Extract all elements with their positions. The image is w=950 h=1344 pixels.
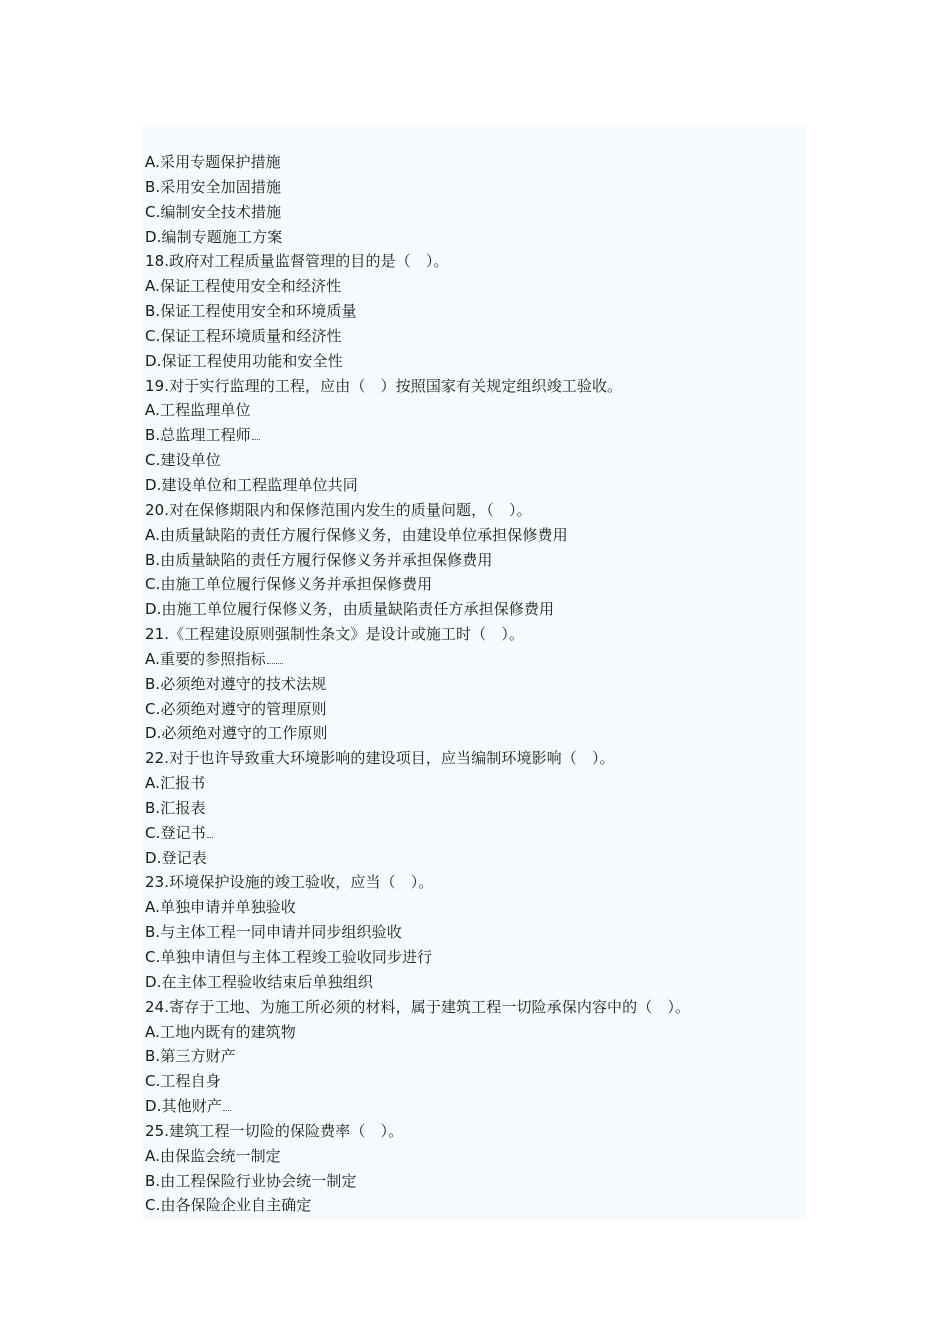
option-c: C.必须绝对遵守的管理原则 — [145, 699, 327, 718]
underline-mark — [223, 1109, 231, 1111]
option-b: B.由工程保险行业协会统一制定 — [145, 1171, 357, 1190]
question-20: 20.对在保修期限内和保修范围内发生的质量问题，（ ）。 — [145, 500, 532, 519]
option-a: A.采用专题保护措施 — [145, 153, 281, 171]
question-19: 19.对于实行监理的工程，应由（ ）按照国家有关规定组织竣工验收。 — [145, 376, 623, 395]
option-c: C.登记书 — [145, 821, 805, 846]
question-22: 22.对于也许导致重大环境影响的建设项目，应当编制环境影响（ ）。 — [145, 749, 615, 768]
option-c: C.建设单位 — [145, 451, 221, 470]
option-c: C.编制安全技术措施 — [145, 202, 282, 221]
underline-mark — [267, 662, 283, 664]
option-d: D.必须绝对遵守的工作原则 — [145, 724, 328, 743]
option-a: A.工地内既有的建筑物 — [145, 1022, 296, 1041]
option-a: A.重要的参照指标 — [145, 647, 805, 672]
option-c: C.保证工程环境质量和经济性 — [145, 326, 342, 345]
option-a: A.保证工程使用安全和经济性 — [145, 277, 342, 296]
option-c: C.工程自身 — [145, 1072, 221, 1091]
question-21: 21.《工程建设原则强制性条文》是设计或施工时（ ）。 — [145, 625, 525, 644]
option-b: B.第三方财产 — [145, 1047, 236, 1066]
option-d: D.由施工单位履行保修义务，由质量缺陷责任方承担保修费用 — [145, 600, 555, 619]
underline-mark — [252, 438, 260, 440]
option-a: A.由质量缺陷的责任方履行保修义务，由建设单位承担保修费用 — [145, 525, 568, 544]
option-d: D.登记表 — [145, 848, 207, 867]
option-d: D.保证工程使用功能和安全性 — [145, 351, 343, 370]
option-a: A.汇报书 — [145, 774, 206, 793]
option-b: B.必须绝对遵守的技术法规 — [145, 674, 327, 693]
option-d: D.在主体工程验收结束后单独组织 — [145, 972, 373, 991]
option-a: A.工程监理单位 — [145, 401, 251, 420]
question-25: 25.建筑工程一切险的保险费率（ ）。 — [145, 1121, 404, 1140]
option-d: D.建设单位和工程监理单位共同 — [145, 475, 358, 494]
option-c: C.单独申请但与主体工程竣工验收同步进行 — [145, 948, 433, 966]
underline-mark — [207, 836, 213, 838]
option-a: A.由保监会统一制定 — [145, 1146, 281, 1165]
option-b: B.保证工程使用安全和环境质量 — [145, 302, 357, 321]
option-d: D.其他财产 — [145, 1094, 805, 1119]
option-b: B.与主体工程一同申请并同步组织验收 — [145, 923, 402, 942]
question-23: 23.环境保护设施的竣工验收，应当（ ）。 — [145, 873, 434, 892]
option-b: B.采用安全加固措施 — [145, 177, 282, 196]
question-18: 18.政府对工程质量监督管理的目的是（ ）。 — [145, 252, 449, 271]
option-c: C.由各保险企业自主确定 — [145, 1196, 312, 1215]
option-c: C.由施工单位履行保修义务并承担保修费用 — [145, 575, 433, 594]
option-b: B.汇报表 — [145, 798, 206, 817]
option-d: D.编制专题施工方案 — [145, 227, 283, 246]
question-list — [145, 150, 805, 1218]
option-b: B.总监理工程师 — [145, 423, 805, 448]
question-24: 24.寄存于工地、为施工所必须的材料，属于建筑工程一切险承保内容中的（ ）。 — [145, 997, 691, 1016]
option-a: A.单独申请并单独验收 — [145, 898, 296, 917]
option-b: B.由质量缺陷的责任方履行保修义务并承担保修费用 — [145, 550, 493, 569]
